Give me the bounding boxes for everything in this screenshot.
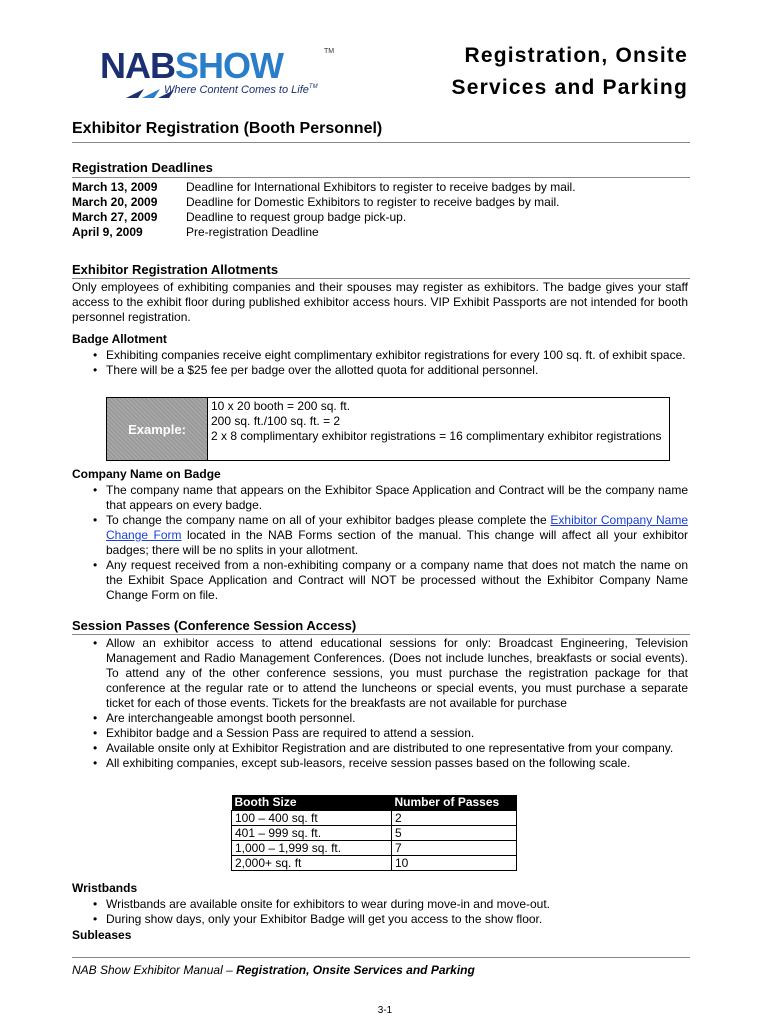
deadline-row: April 9, 2009 Pre-registration Deadline [72, 225, 319, 239]
table-header-row [232, 795, 517, 811]
allotments-heading: Exhibitor Registration Allotments [72, 262, 279, 277]
list-item: • All exhibiting companies, except sub-leasors, receive session passes based on the following scale. [90, 756, 688, 771]
session-passes-divider [72, 634, 690, 635]
deadlines-list [72, 180, 688, 240]
subleases-heading: Subleases [72, 928, 132, 942]
table-row: 2,000+ sq. ft 10 [232, 856, 517, 871]
document-title: Registration, Onsite Services and Parking [451, 44, 688, 99]
list-item: • There will be a $25 fee per badge over the allotted quota for additional personnel. [90, 363, 688, 378]
deadline-row: March 13, 2009 Deadline for International Exhibitors to register to receive badges by mail. [72, 180, 576, 194]
list-item: • The company name that appears on the Exhibitor Space Application and Contract will be the company name that appears on every badge. [90, 483, 688, 513]
example-box [106, 397, 670, 461]
deadlines-divider [72, 177, 690, 178]
session-passes-list [90, 636, 688, 771]
section-title: Exhibitor Registration (Booth Personnel) [72, 120, 383, 137]
list-item: • To change the company name on all of your exhibitor badges please complete the Exhibitor Company Name Change Form located in the NAB Forms section of the manual. This change will affect all your exhibitor badges; there will be no splits in your allotment. [90, 513, 688, 558]
table-row: 100 – 400 sq. ft 2 [232, 811, 517, 826]
page-number: 3-1 [377, 1005, 393, 1016]
example-text: 10 x 20 booth = 200 sq. ft. 200 sq. ft./100 sq. ft. = 2 2 x 8 complimentary exhibitor registrations = 16 complimentary exhibitor registrations [211, 399, 662, 443]
example-label: Example: [107, 398, 207, 460]
section-divider [72, 142, 690, 143]
logo-tagline: Where Content Comes to Life™ [164, 84, 318, 96]
list-item: • Any request received from a non-exhibiting company or a company name that does not match the name on the Exhibit Space Application and Contract will NOT be processed without the Exhibitor Company Name Change Form on file. [90, 558, 688, 603]
nab-show-logo [100, 46, 340, 104]
list-item: • Exhibiting companies receive eight complimentary exhibitor registrations for every 100 sq. ft. of exhibit space. [90, 348, 688, 363]
logo-trademark: TM [324, 48, 335, 55]
allotments-divider [72, 278, 690, 279]
footer-divider [72, 957, 690, 958]
name-change-form-link[interactable]: Exhibitor Company Name Change Form [106, 513, 688, 542]
badge-allotment-list [90, 348, 688, 378]
list-item: • Allow an exhibitor access to attend educational sessions for only: Broadcast Engineering, Television Management and Radio Management Conferences. (Does not include lunches, breakfasts or social events). To attend any of the other conference sessions, you must purchase the registration package for that conference at the regular rate or to attend the luncheons or special events, you must purchase a separate ticket for each of those events. Tickets for the breakfasts are not available for purchase [90, 636, 688, 711]
allotments-intro: Only employees of exhibiting companies and their spouses may register as exhibitors. The badge gives your staff access to the exhibit floor during published exhibitor access hours. VIP Exhibit Passports are not intended for booth personnel registration. [72, 280, 688, 324]
footer-text: NAB Show Exhibitor Manual – Registration, Onsite Services and Parking [72, 963, 475, 977]
list-item: • Are interchangeable amongst booth personnel. [90, 711, 688, 726]
session-passes-heading: Session Passes (Conference Session Access) [72, 618, 357, 633]
logo-wordmark: NABSHOW [100, 45, 283, 86]
company-name-list [90, 483, 688, 603]
deadline-row: March 27, 2009 Deadline to request group badge pick-up. [72, 210, 407, 224]
company-name-heading: Company Name on Badge [72, 467, 221, 481]
table-row: 1,000 – 1,999 sq. ft. 7 [232, 841, 517, 856]
list-item: • During show days, only your Exhibitor Badge will get you access to the show floor. [90, 912, 688, 927]
deadlines-heading: Registration Deadlines [72, 160, 213, 175]
list-item: • Exhibitor badge and a Session Pass are required to attend a session. [90, 726, 688, 741]
badge-allotment-heading: Badge Allotment [72, 332, 167, 346]
deadline-row: March 20, 2009 Deadline for Domestic Exhibitors to register to receive badges by mail. [72, 195, 560, 209]
column-header-booth-size: Booth Size [232, 795, 392, 811]
wristbands-list [90, 897, 688, 927]
wristbands-heading: Wristbands [72, 881, 138, 895]
session-passes-table [231, 795, 517, 871]
list-item: • Available onsite only at Exhibitor Registration and are distributed to one representative from your company. [90, 741, 688, 756]
example-divider [207, 398, 208, 460]
column-header-passes: Number of Passes [392, 795, 517, 811]
table-row: 401 – 999 sq. ft. 5 [232, 826, 517, 841]
list-item: • Wristbands are available onsite for exhibitors to wear during move-in and move-out. [90, 897, 688, 912]
